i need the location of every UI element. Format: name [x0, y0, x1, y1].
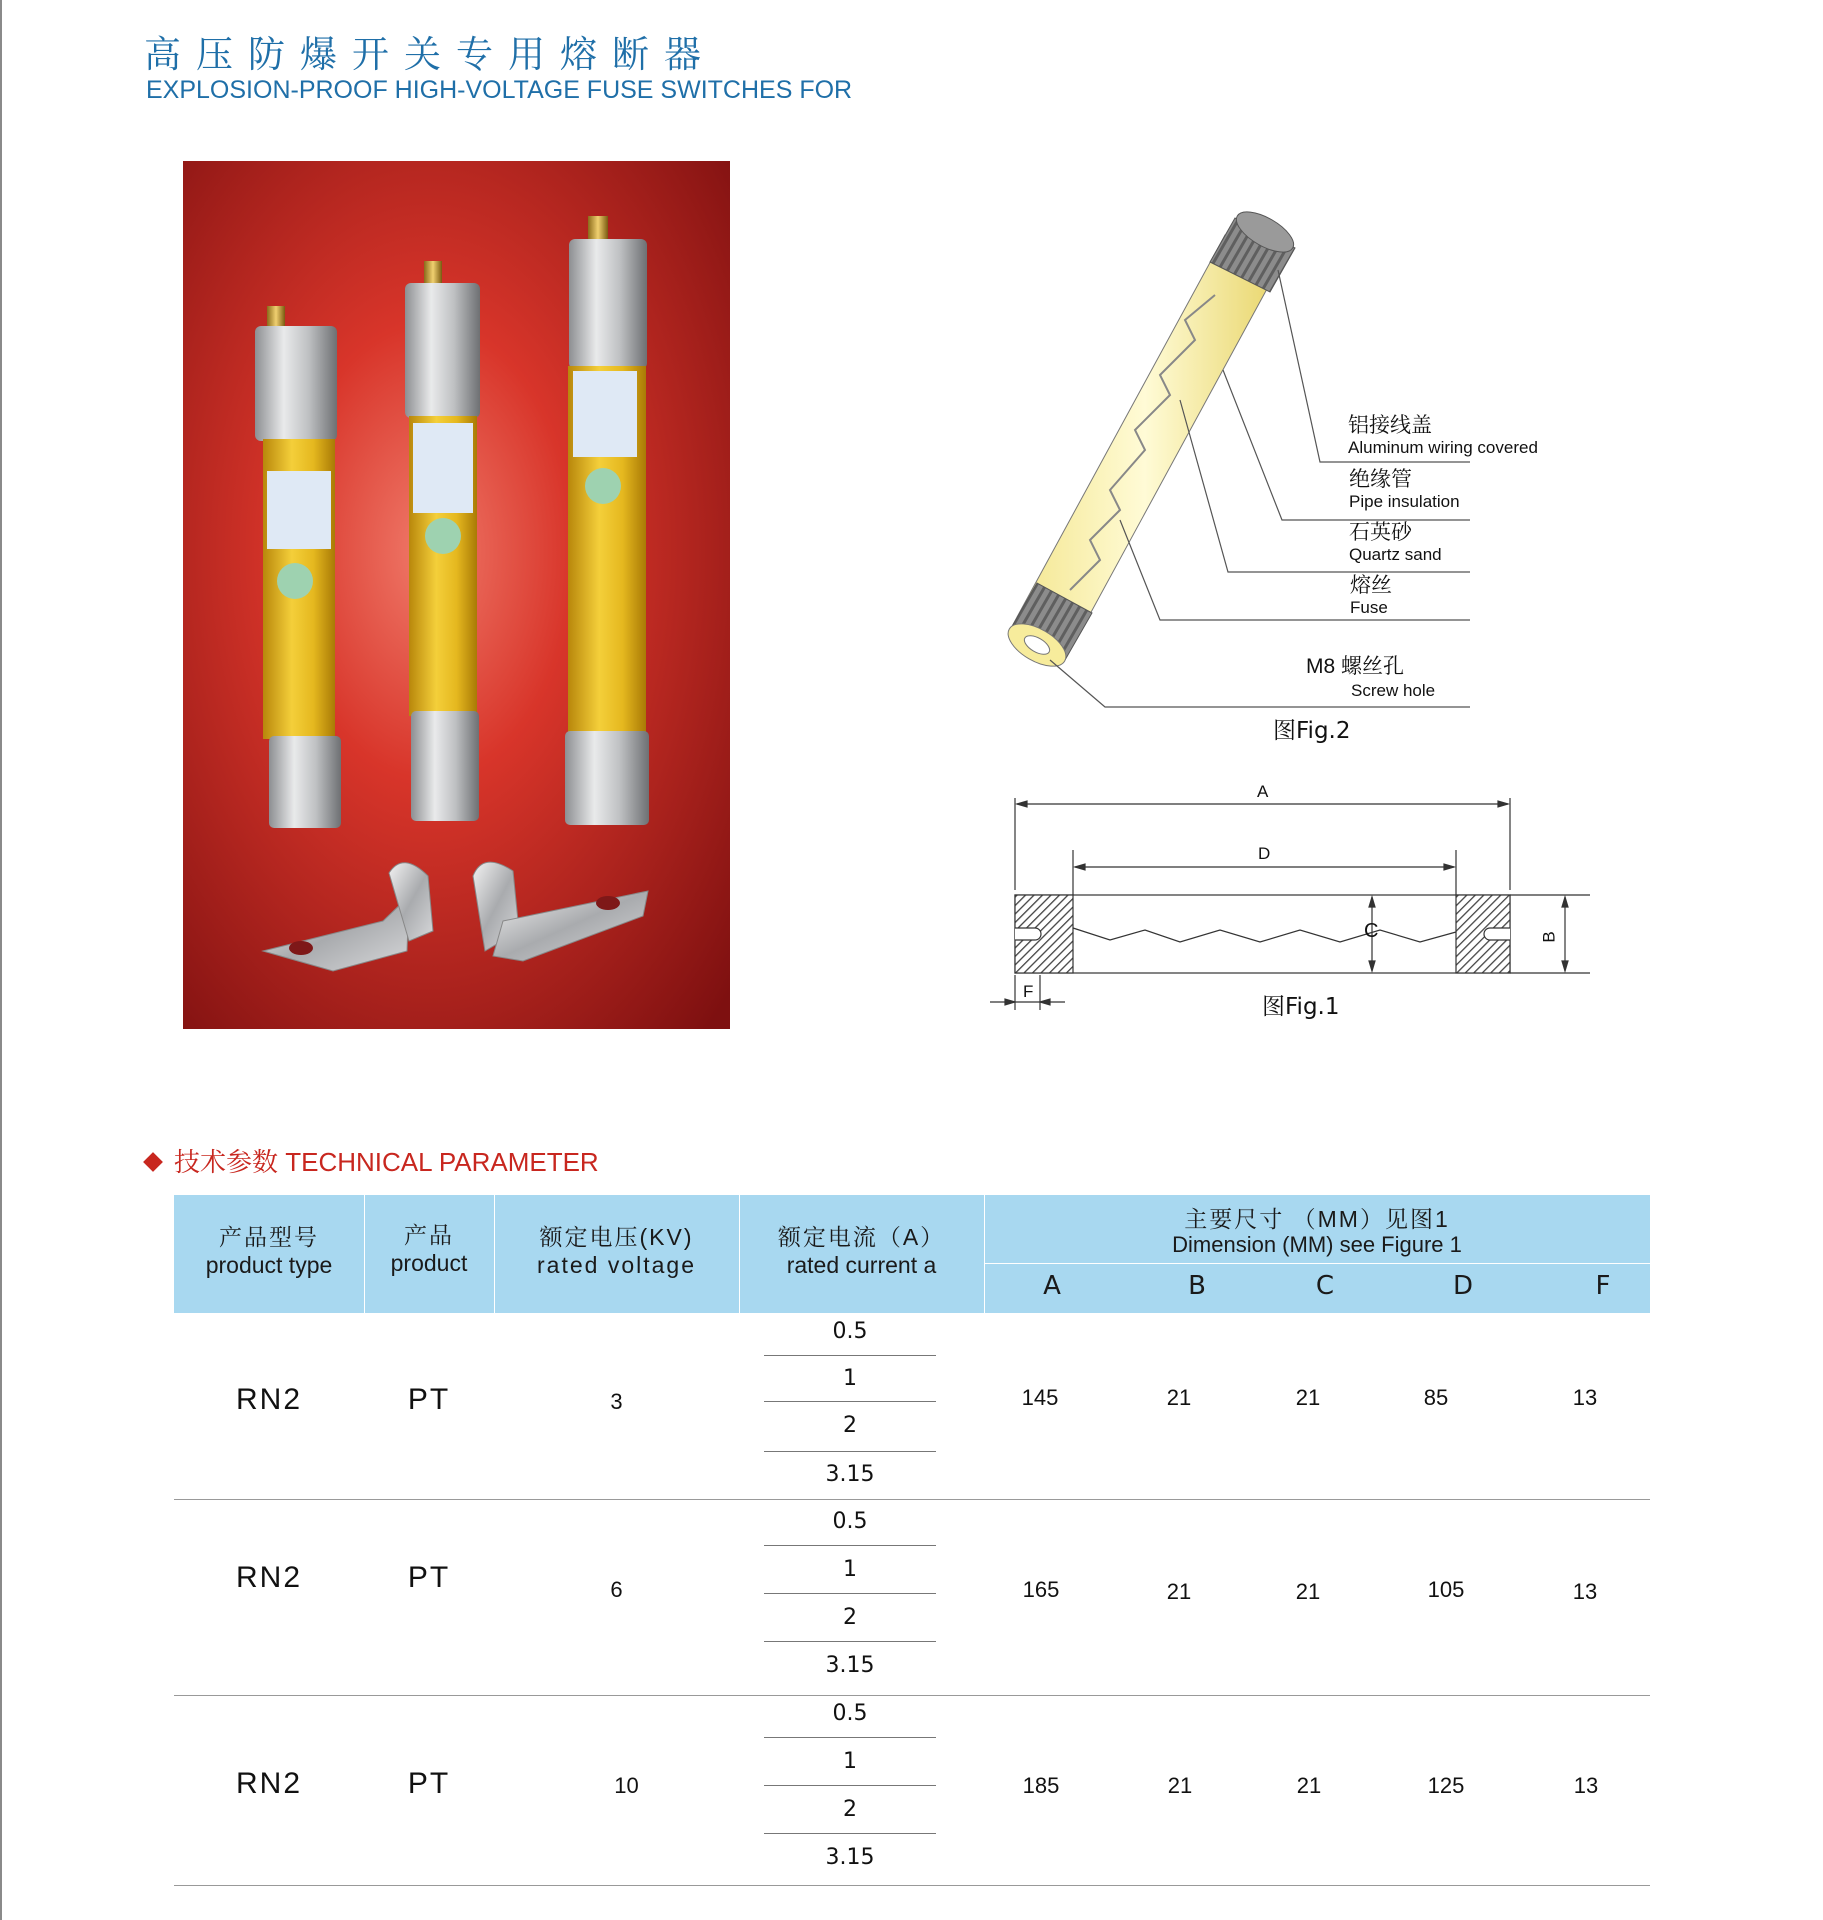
cell-current: 2	[843, 1413, 857, 1438]
section-heading: 技术参数 TECHNICAL PARAMETER	[146, 1142, 599, 1179]
table-row	[174, 1697, 1650, 1889]
dim-label-f: F	[1023, 982, 1034, 1001]
cell-current: 0.5	[832, 1319, 868, 1344]
table-header	[174, 1195, 1650, 1313]
cell-dim-d: 125	[1427, 1773, 1465, 1798]
cell-voltage: 10	[614, 1773, 639, 1798]
cell-dim-d: 85	[1423, 1385, 1449, 1410]
cell-dim-d: 105	[1427, 1577, 1465, 1602]
cell-dim-b: 21	[1166, 1385, 1192, 1410]
product-photo	[183, 161, 730, 1029]
callout-aluminum-cover: 铝接线盖 Aluminum wiring covered	[1348, 414, 1538, 457]
cell-current: 1	[843, 1749, 857, 1774]
header-dimension: 主要尺寸 （MM）见图1 Dimension (MM) see Figure 1	[1172, 1206, 1462, 1257]
cell-dim-c: 21	[1295, 1385, 1321, 1410]
diamond-bullet-icon	[143, 1152, 163, 1172]
callout-quartz-sand: 石英砂 Quartz sand	[1349, 521, 1442, 564]
cell-dim-c: 21	[1296, 1773, 1322, 1798]
cell-dim-b: 21	[1167, 1773, 1193, 1798]
cell-current: 1	[843, 1557, 857, 1582]
table-row	[174, 1505, 1650, 1697]
header-dim-f: F	[1595, 1271, 1611, 1301]
fuse-right	[565, 216, 649, 825]
cell-product: PT	[407, 1561, 451, 1594]
cell-dim-f: 13	[1572, 1579, 1598, 1604]
header-dim-a: A	[1043, 1271, 1061, 1301]
cell-current: 2	[843, 1797, 857, 1822]
fig2-caption: 图Fig.2	[1273, 718, 1351, 744]
header-product: 产品 product	[390, 1222, 468, 1276]
cell-dim-f: 13	[1573, 1773, 1599, 1798]
header-dim-c: C	[1315, 1271, 1335, 1301]
cell-type: RN2	[235, 1561, 302, 1594]
callout-screw-hole: M8 螺丝孔 Screw hole	[1306, 655, 1436, 700]
table-row	[174, 1313, 1650, 1505]
header-rated-voltage: 额定电压(KV) rated voltage	[537, 1224, 696, 1278]
page-edge-line	[0, 0, 2, 1920]
header-rated-current: 额定电流（A） rated current a	[777, 1224, 946, 1278]
dim-label-d: D	[1258, 844, 1271, 863]
cell-dim-b: 21	[1166, 1579, 1192, 1604]
fig1-caption: 图Fig.1	[1262, 994, 1340, 1020]
cell-current: 0.5	[832, 1701, 868, 1726]
cell-product: PT	[407, 1767, 451, 1800]
page-title-en: EXPLOSION-PROOF HIGH-VOLTAGE FUSE SWITCHES FOR	[146, 76, 853, 104]
cell-dim-f: 13	[1572, 1385, 1598, 1410]
header-product-type: 产品型号 product type	[205, 1224, 333, 1278]
dim-label-c: C	[1364, 920, 1379, 942]
cell-current: 3.15	[825, 1845, 875, 1870]
fuse-middle	[405, 261, 480, 821]
dim-label-a: A	[1257, 782, 1269, 801]
callout-fuse: 熔丝 Fuse	[1350, 574, 1392, 617]
cell-voltage: 6	[610, 1577, 623, 1602]
cell-dim-c: 21	[1295, 1579, 1321, 1604]
cell-dim-a: 165	[1022, 1577, 1060, 1602]
cell-dim-a: 145	[1021, 1385, 1059, 1410]
cell-type: RN2	[235, 1767, 302, 1800]
cell-current: 3.15	[825, 1653, 875, 1678]
cell-current: 0.5	[832, 1509, 868, 1534]
header-dim-d: D	[1452, 1271, 1474, 1301]
dim-label-b: B	[1539, 931, 1559, 943]
cell-product: PT	[407, 1383, 451, 1416]
cell-type: RN2	[235, 1383, 302, 1416]
cell-current: 1	[843, 1366, 857, 1391]
cell-current: 3.15	[825, 1462, 875, 1487]
header-dim-b: B	[1188, 1271, 1206, 1301]
callout-pipe-insulation: 绝缘管 Pipe insulation	[1349, 468, 1460, 511]
cell-dim-a: 185	[1022, 1773, 1060, 1798]
cell-voltage: 3	[610, 1389, 623, 1414]
page-title-cn: 高压防爆开关专用熔断器	[144, 33, 716, 76]
cell-current: 2	[843, 1605, 857, 1630]
